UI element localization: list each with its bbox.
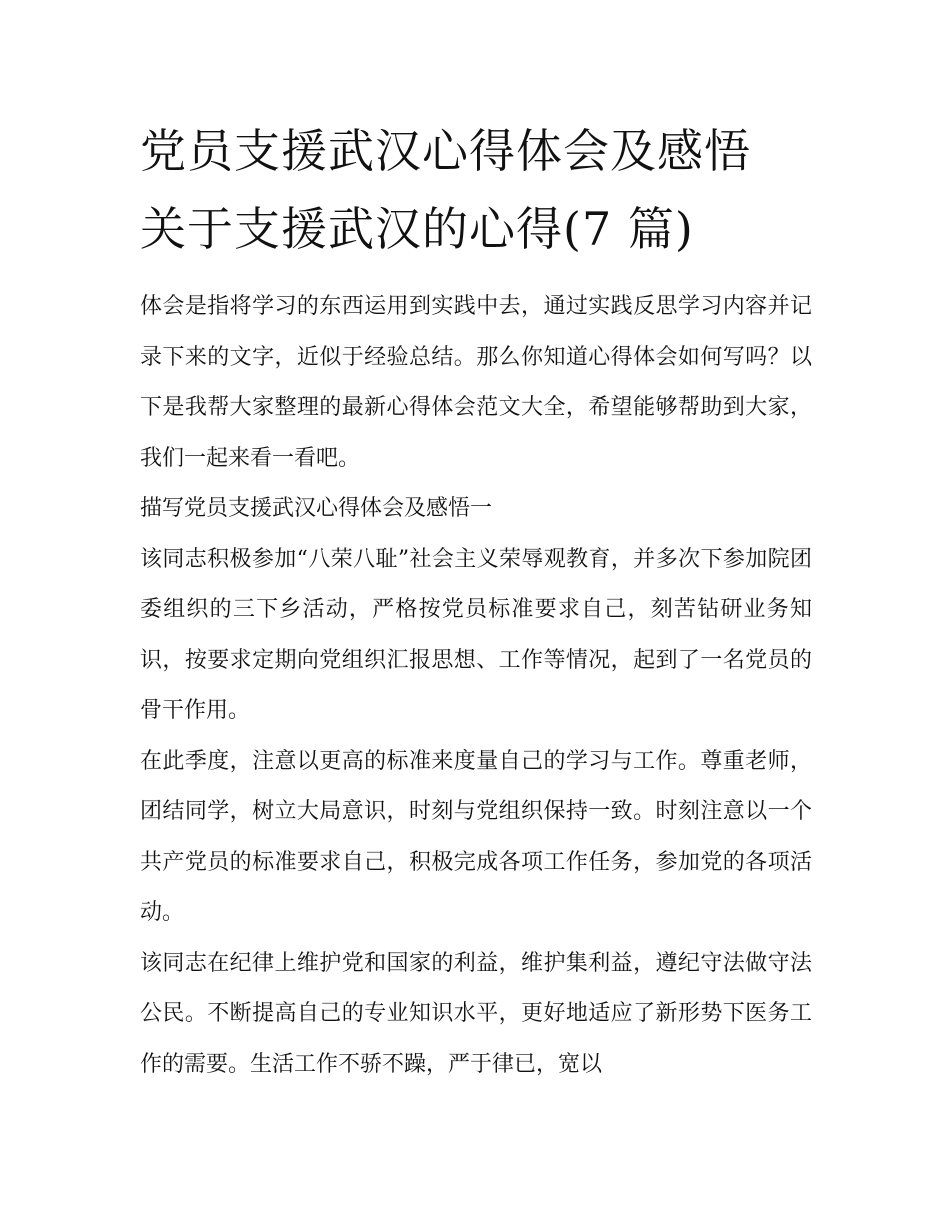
body-paragraph-1: 该同志积极参加“八荣八耻”社会主义荣辱观教育，并多次下参加院团委组织的三下乡活动，严格按党员标准要求自己，刻苦钻研业务知识，按要求定期向党组织汇报思想、工作等情况，起到了一名党员的骨干作用。 (140, 546, 812, 723)
title-line-1: 党员支援武汉心得体会及感悟 (140, 124, 751, 178)
body-paragraph-2: 在此季度，注意以更高的标准来度量自己的学习与工作。尊重老师，团结同学，树立大局意识，时刻与党组织保持一致。时刻注意以一个共产党员的标准要求自己，积极完成各项工作任务，参加党的各项活动。 (140, 748, 812, 925)
document-title (140, 112, 812, 268)
intro-paragraph: 体会是指将学习的东西运用到实践中去，通过实践反思学习内容并记录下来的文字，近似于经验总结。那么你知道心得体会如何写吗？以下是我帮大家整理的最新心得体会范文大全，希望能够帮助到大家，我们一起来看一看吧。 (140, 294, 812, 471)
body-paragraph-3: 该同志在纪律上维护党和国家的利益，维护集利益，遵纪守法做守法公民。不断提高自己的专业知识水平，更好地适应了新形势下医务工作的需要。生活工作不骄不躁，严于律已，宽以 (140, 950, 812, 1077)
section-heading: 描写党员支援武汉心得体会及感悟一 (140, 496, 493, 521)
document-page (140, 112, 812, 1090)
title-line-2: 关于支援武汉的心得(7 篇) (140, 202, 694, 256)
